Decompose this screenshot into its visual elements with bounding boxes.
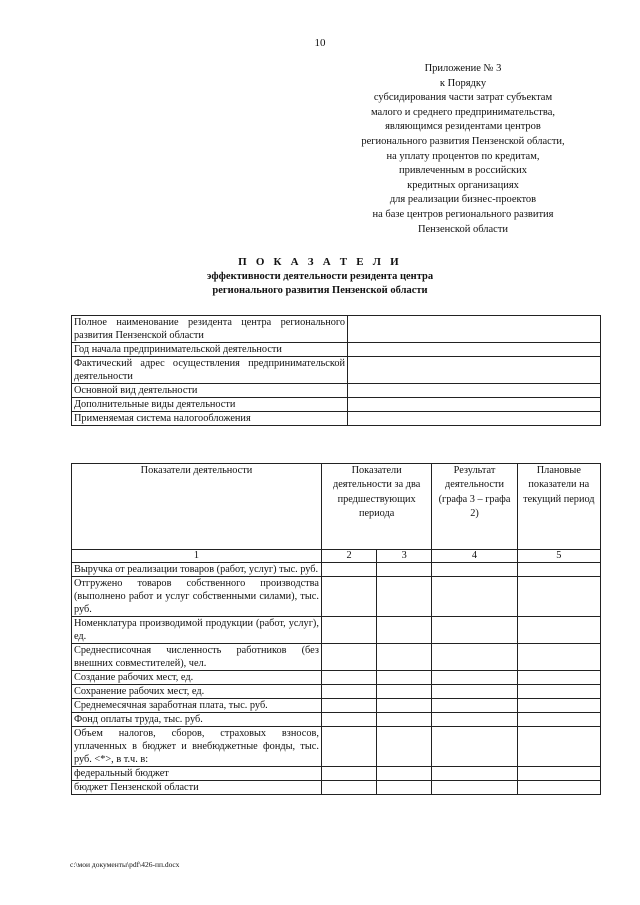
metric-cell[interactable] xyxy=(377,727,432,767)
appendix-line: являющимся резидентами центров xyxy=(385,121,541,133)
metric-cell[interactable] xyxy=(321,563,376,577)
metric-cell[interactable] xyxy=(432,727,517,767)
metric-cell[interactable] xyxy=(432,767,517,781)
metric-cell[interactable] xyxy=(517,644,600,671)
metrics-row xyxy=(72,577,601,617)
info-row xyxy=(72,357,601,384)
info-label: Дополнительные виды деятельности xyxy=(72,398,348,412)
metric-cell[interactable] xyxy=(517,671,600,685)
metric-cell[interactable] xyxy=(321,699,376,713)
metric-cell[interactable] xyxy=(517,563,600,577)
metric-cell[interactable] xyxy=(517,617,600,644)
appendix-line: к Порядку xyxy=(439,77,487,89)
appendix-line: Приложение № 3 xyxy=(424,63,502,74)
info-row xyxy=(72,398,601,412)
heading-line-2: регионального развития Пензенской области xyxy=(212,285,428,296)
info-row xyxy=(72,316,601,343)
metric-cell[interactable] xyxy=(321,781,376,795)
metric-label: Среднесписочная численность работников (без внешних совместителей), чел. xyxy=(72,644,322,671)
appendix-line: на уплату процентов по кредитам, xyxy=(386,150,540,162)
metric-cell[interactable] xyxy=(517,713,600,727)
metric-label: Объем налогов, сборов, страховых взносов, уплаченных в бюджет и внебюджетные фонды, тыс. руб. <*>, в т.ч. в: xyxy=(72,727,322,767)
metrics-row xyxy=(72,563,601,577)
metric-cell[interactable] xyxy=(432,685,517,699)
metric-label: федеральный бюджет xyxy=(72,767,322,781)
performance-metrics-table xyxy=(71,463,601,795)
metric-label: Номенклатура производимой продукции (работ, услуг), ед. xyxy=(72,617,322,644)
metric-label: Фонд оплаты труда, тыс. руб. xyxy=(72,713,322,727)
metric-cell[interactable] xyxy=(517,727,600,767)
metric-cell[interactable] xyxy=(432,781,517,795)
appendix-line: на базе центров регионального развития xyxy=(372,208,554,220)
metric-cell[interactable] xyxy=(321,671,376,685)
resident-info-table xyxy=(71,315,601,426)
metric-cell[interactable] xyxy=(517,767,600,781)
column-number: 3 xyxy=(377,550,432,563)
appendix-line: субсидирования части затрат субъектам xyxy=(373,92,553,104)
metrics-header-row xyxy=(72,464,601,550)
info-row xyxy=(72,412,601,426)
heading-line-1: эффективности деятельности резидента центра xyxy=(206,270,434,282)
metric-cell[interactable] xyxy=(432,699,517,713)
heading-title: П О К А З А Т Е Л И xyxy=(238,256,402,268)
metric-cell[interactable] xyxy=(517,699,600,713)
page-number: 10 xyxy=(314,37,326,49)
metric-cell[interactable] xyxy=(377,577,432,617)
appendix-line: Пензенской области xyxy=(417,223,509,235)
column-number: 1 xyxy=(72,550,322,563)
info-label: Основной вид деятельности xyxy=(72,384,348,398)
info-value-cell[interactable] xyxy=(348,343,601,357)
metric-cell[interactable] xyxy=(321,767,376,781)
metric-label: бюджет Пензенской области xyxy=(72,781,322,795)
appendix-line: малого и среднего предпринимательства, xyxy=(370,106,555,118)
document-heading xyxy=(0,255,640,299)
info-label: Применяемая система налогообложения xyxy=(72,412,348,426)
column-number: 2 xyxy=(321,550,376,563)
metrics-row xyxy=(72,644,601,671)
metric-cell[interactable] xyxy=(377,617,432,644)
info-label: Год начала предпринимательской деятельности xyxy=(72,343,348,357)
metric-cell[interactable] xyxy=(432,713,517,727)
metric-cell[interactable] xyxy=(321,713,376,727)
header-planned: Плановые показатели на текущий период xyxy=(517,464,600,550)
metric-cell[interactable] xyxy=(377,685,432,699)
appendix-line: для реализации бизнес-проектов xyxy=(389,194,537,206)
header-result: Результат деятельности (графа 3 – графа 2) xyxy=(432,464,517,550)
metric-cell[interactable] xyxy=(432,617,517,644)
metric-cell[interactable] xyxy=(377,781,432,795)
appendix-line: кредитных организациях xyxy=(407,179,519,191)
metric-cell[interactable] xyxy=(321,727,376,767)
info-label: Полное наименование резидента центра регионального развития Пензенской области xyxy=(72,316,348,343)
metric-label: Создание рабочих мест, ед. xyxy=(72,671,322,685)
metric-cell[interactable] xyxy=(377,671,432,685)
metric-label: Сохранение рабочих мест, ед. xyxy=(72,685,322,699)
metric-cell[interactable] xyxy=(377,563,432,577)
info-row xyxy=(72,343,601,357)
info-label: Фактический адрес осуществления предпринимательской деятельности xyxy=(72,357,348,384)
metrics-row xyxy=(72,767,601,781)
info-value-cell[interactable] xyxy=(348,357,601,384)
metric-cell[interactable] xyxy=(321,644,376,671)
info-value-cell[interactable] xyxy=(348,316,601,343)
metric-cell[interactable] xyxy=(432,644,517,671)
metrics-row xyxy=(72,727,601,767)
metric-cell[interactable] xyxy=(321,685,376,699)
info-value-cell[interactable] xyxy=(348,412,601,426)
appendix-line: регионального развития Пензенской области, xyxy=(361,135,565,147)
metric-label: Среднемесячная заработная плата, тыс. руб. xyxy=(72,699,322,713)
metric-cell[interactable] xyxy=(517,781,600,795)
column-numbers-row xyxy=(72,550,601,563)
metric-label: Отгружено товаров собственного производства (выполнено работ и услуг собственными силами), тыс. руб. xyxy=(72,577,322,617)
metric-cell[interactable] xyxy=(377,699,432,713)
metric-cell[interactable] xyxy=(321,617,376,644)
metrics-row xyxy=(72,781,601,795)
file-path-footer: c:\мои документы\pdf\426-пп.docx xyxy=(70,860,180,869)
metrics-row xyxy=(72,685,601,699)
metric-cell[interactable] xyxy=(432,671,517,685)
metric-cell[interactable] xyxy=(517,577,600,617)
header-indicators: Показатели деятельности xyxy=(72,464,322,550)
info-row xyxy=(72,384,601,398)
info-value-cell[interactable] xyxy=(348,398,601,412)
appendix-line: привлеченным в российских xyxy=(399,165,527,177)
metric-cell[interactable] xyxy=(432,563,517,577)
metric-cell[interactable] xyxy=(377,767,432,781)
metrics-row xyxy=(72,713,601,727)
column-number: 4 xyxy=(432,550,517,563)
appendix-header xyxy=(318,62,608,237)
metrics-row xyxy=(72,699,601,713)
metrics-row xyxy=(72,671,601,685)
header-previous-periods: Показатели деятельности за два предшествующих периода xyxy=(321,464,431,550)
column-number: 5 xyxy=(517,550,600,563)
info-value-cell[interactable] xyxy=(348,384,601,398)
metrics-row xyxy=(72,617,601,644)
metric-cell[interactable] xyxy=(432,577,517,617)
metric-label: Выручка от реализации товаров (работ, услуг) тыс. руб. xyxy=(72,563,322,577)
metric-cell[interactable] xyxy=(377,644,432,671)
metric-cell[interactable] xyxy=(377,713,432,727)
metric-cell[interactable] xyxy=(321,577,376,617)
metric-cell[interactable] xyxy=(517,685,600,699)
